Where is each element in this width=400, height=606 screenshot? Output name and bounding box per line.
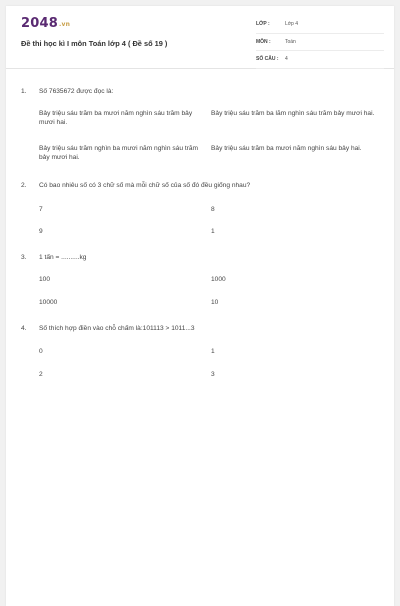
question-text: Số 7635672 được đọc là: [39, 88, 114, 95]
question-number: 1. [21, 88, 27, 95]
answer-option-c[interactable]: Bảy triệu sáu trăm nghìn ba mươi năm nghìn sáu trăm bảy mươi hai. [39, 145, 199, 162]
question-number: 2. [21, 182, 27, 189]
question-text: Số thích hợp điền vào chỗ chấm là:101113 > 1011...3 [39, 325, 195, 332]
answer-option-a[interactable]: 0 [39, 348, 43, 355]
exam-page [6, 6, 394, 606]
answer-option-d[interactable]: 10 [211, 299, 219, 306]
meta-value: Lớp 4 [285, 21, 299, 27]
meta-row-question-count [256, 54, 384, 69]
question-text: Có bao nhiêu số có 3 chữ số mà mỗi chữ số của số đó đều giống nhau? [39, 182, 251, 189]
logo-text: 2048 [21, 16, 58, 31]
answer-option-a[interactable]: 100 [39, 276, 51, 283]
answer-option-d[interactable]: Bảy triệu sáu trăm ba mươi năm nghìn sáu bảy hai. [211, 145, 362, 152]
meta-value: Toán [285, 38, 296, 45]
logo-suffix: .vn [58, 21, 71, 28]
answer-option-a[interactable]: 7 [39, 206, 43, 213]
answer-option-c[interactable]: 2 [39, 371, 43, 378]
answer-option-a[interactable]: Bảy triệu sáu trăm ba mươi năm nghìn sáu trăm bảy mươi hai. [39, 110, 193, 127]
meta-row-subject [256, 37, 384, 52]
answer-option-b[interactable]: Bảy triệu sáu trăm ba lăm nghìn sáu trăm bảy mươi hai. [211, 110, 375, 117]
question-number: 3. [21, 254, 27, 261]
meta-value: 4 [285, 56, 288, 62]
question-text: 1 tấn = ..........kg [39, 254, 87, 261]
exam-header [6, 6, 394, 69]
answer-option-b[interactable]: 1000 [211, 276, 226, 283]
question-number: 4. [21, 325, 27, 332]
exam-title: Đề thi học kì I môn Toán lớp 4 ( Đề số 19 ) [21, 39, 168, 48]
answer-option-d[interactable]: 3 [211, 371, 215, 378]
answer-option-d[interactable]: 1 [211, 228, 215, 235]
meta-label: MÔN : [256, 38, 271, 45]
exam-meta [256, 19, 384, 72]
answer-option-b[interactable]: 1 [211, 348, 215, 355]
site-logo[interactable] [21, 16, 70, 31]
answer-option-c[interactable]: 10000 [39, 299, 58, 306]
answer-option-b[interactable]: 8 [211, 206, 215, 213]
answer-option-c[interactable]: 9 [39, 228, 43, 235]
meta-label: SỐ CÂU : [256, 56, 279, 62]
meta-row-grade [256, 19, 384, 34]
meta-label: LỚP : [256, 21, 270, 27]
